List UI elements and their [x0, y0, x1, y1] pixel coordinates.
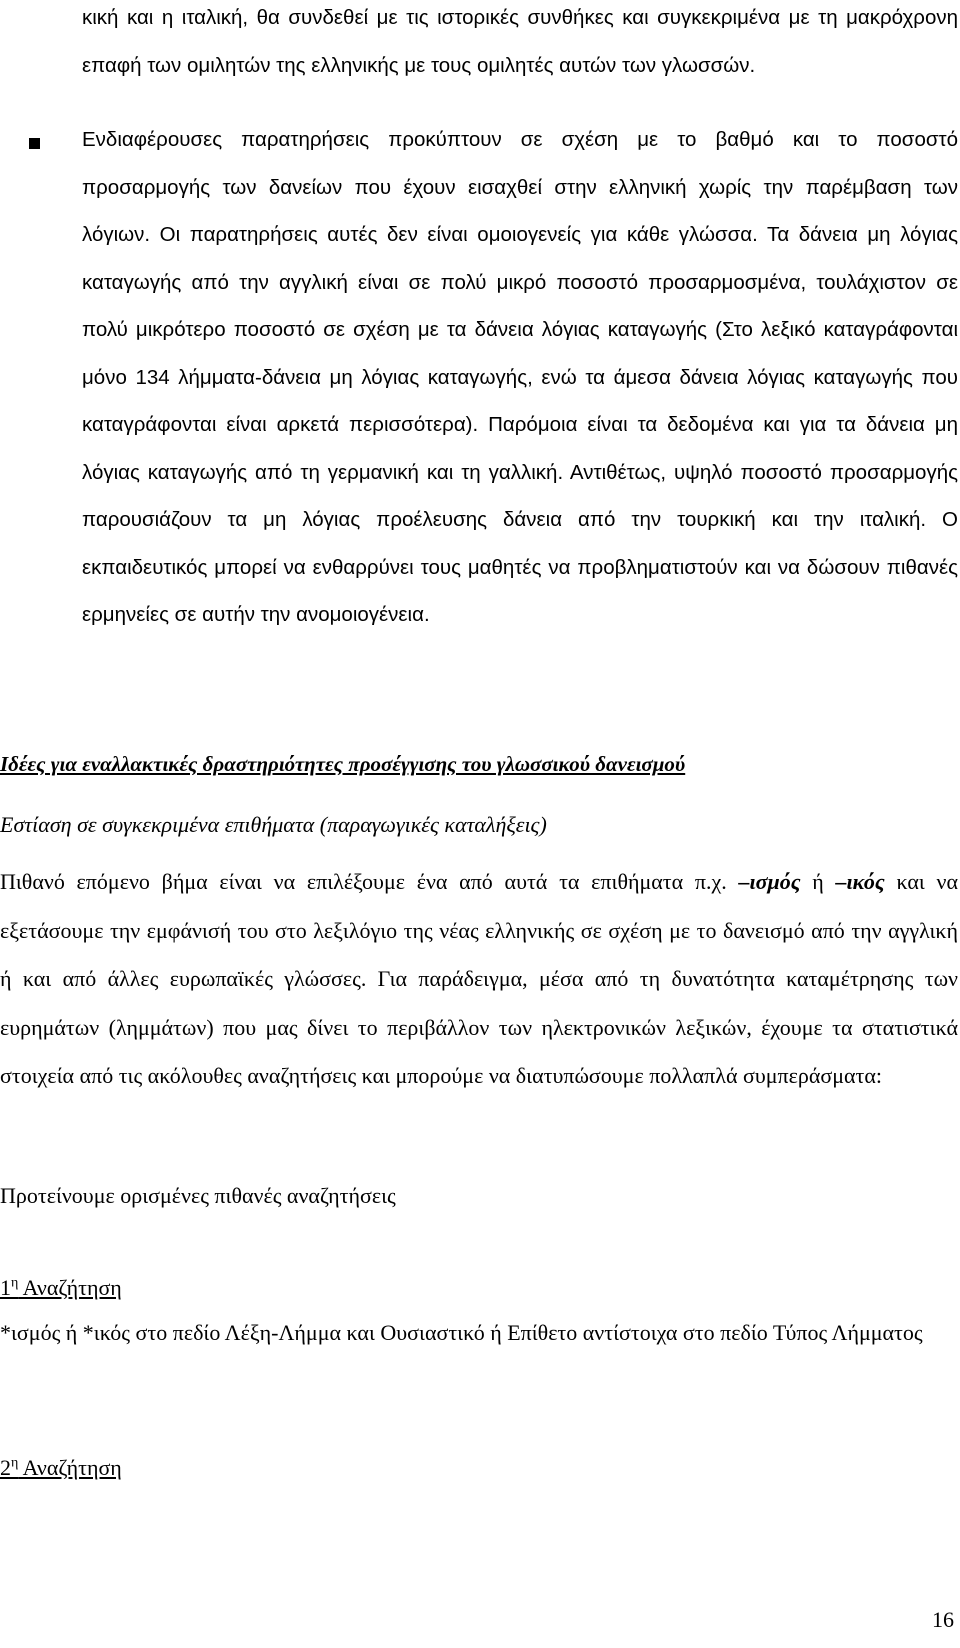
search-1-heading [0, 1275, 122, 1301]
proposal-line: Προτείνουμε ορισμένες πιθανές αναζητήσεις [0, 1183, 396, 1208]
page-number: 16 [932, 1607, 954, 1632]
suffix-ikos: –ικός [835, 869, 885, 894]
search-1-text: *ισμός ή *ικός στο πεδίο Λέξη-Λήμμα και Ουσιαστικό ή Επίθετο αντίστοιχα στο πεδίο Τύπος Λήμματος [0, 1320, 923, 1345]
bullet-paragraph [82, 116, 958, 639]
body-paragraph [0, 858, 958, 1101]
section-heading: Ιδέες για εναλλακτικές δραστηριότητες προσέγγισης του γλωσσικού δανεισμού [0, 752, 686, 776]
ordinal-suffix: η [11, 1455, 19, 1471]
square-bullet-icon [29, 138, 40, 149]
search-number: 1 [0, 1275, 11, 1300]
body-text: Πιθανό επόμενο βήμα είναι να επιλέξουμε ένα από αυτά τα επιθήματα π.χ. [0, 869, 739, 894]
search-number: 2 [0, 1455, 11, 1480]
paragraph-text: κική και η ιταλική, θα συνδεθεί με τις ιστορικές συνθήκες και συγκεκριμένα με τη μακρόχρονη επαφή των ομιλητών της ελληνικής με τους ομιλητές αυτών των γλωσσών. [82, 6, 958, 77]
paragraph-text: Ενδιαφέρουσες παρατηρήσεις προκύπτουν σε σχέση με το βαθμό και το ποσοστό προσαρμογής των δανείων που έχουν εισαχθεί στην ελληνική χωρίς την παρέμβαση των λόγιων. Οι παρατηρήσεις αυτές δεν είναι ομοιογενείς για κάθε γλώσσα. Τα δάνεια μη λόγιας καταγωγής από την αγγλική είναι σε πολύ μικρό ποσοστό προσαρμοσμένα, τουλάχιστον σε πολύ μικρότερο ποσοστό σε σχέση με τα δάνεια λόγιας καταγωγής (Στο λεξικό καταγράφονται μόνο 134 λήμματα-δάνεια μη λόγιας καταγωγής, ενώ τα άμεσα δάνεια λόγιας καταγωγής που καταγράφονται είναι αρκετά περισσότερα). Παρόμοια είναι τα δεδομένα και για τα δάνεια μη λόγιας καταγωγής από τη γερμανική και τη γαλλική. Αντιθέτως, υψηλό ποσοστό προσαρμογής παρουσιάζουν τα μη λόγιας προέλευσης δάνεια από την τουρκική και την ιταλική. Ο εκπαιδευτικός μπορεί να ενθαρρύνει τους μαθητές να προβληματιστούν και να δώσουν πιθανές ερμηνείες σε αυτήν την ανομοιογένεια. [82, 128, 958, 626]
search-label: Αναζήτηση [18, 1275, 122, 1300]
body-text: και να εξετάσουμε την εμφάνισή του στο λεξιλόγιο της νέας ελληνικής σε σχέση με το δανεισμό από την αγγλική ή και από άλλες ευρωπαϊκές γλώσσες. Για παράδειγμα, μέσα από τη δυνατότητα καταμέτρησης των ευρημάτων (λημμάτων) που μας δίνει το περιβάλλον των ηλεκτρονικών λεξικών, έχουμε τα στατιστικά στοιχεία από τις ακόλουθες αναζητήσεις και μπορούμε να διατυπώσουμε πολλαπλά συμπεράσματα: [0, 869, 958, 1088]
suffix-ismos: –ισμός [738, 869, 801, 894]
search-2-heading [0, 1455, 122, 1481]
subheading: Εστίαση σε συγκεκριμένα επιθήματα (παραγωγικές καταλήξεις) [0, 812, 547, 837]
body-text: ή [800, 869, 836, 894]
paragraph-continuation [82, 0, 958, 89]
ordinal-suffix: η [11, 1275, 19, 1291]
search-label: Αναζήτηση [18, 1455, 122, 1480]
